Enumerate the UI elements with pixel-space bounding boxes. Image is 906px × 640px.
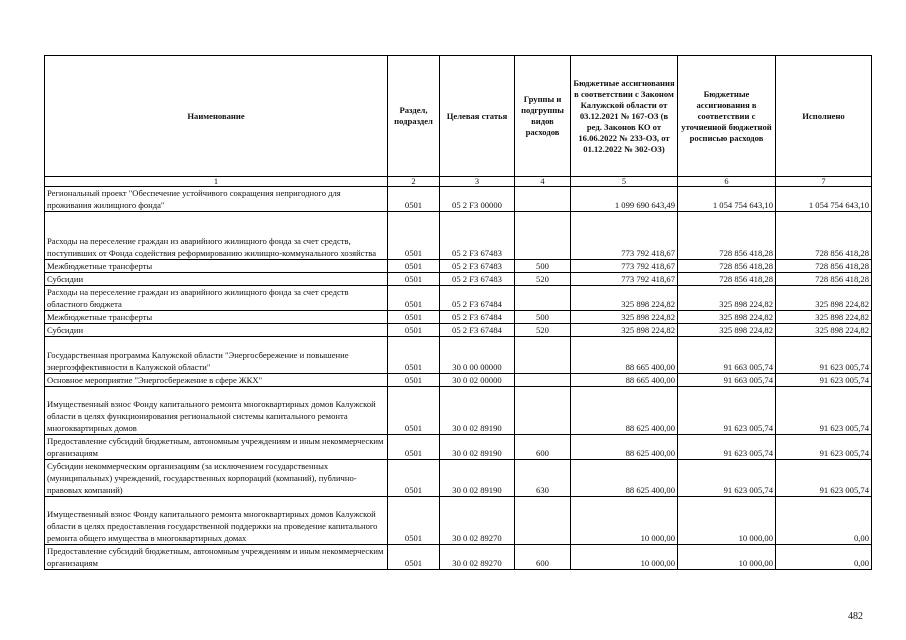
row-group: 520 — [515, 273, 571, 286]
row-article: 05 2 F3 67483 — [440, 273, 515, 286]
row-article: 30 0 02 89190 — [440, 460, 515, 497]
row-group — [515, 286, 571, 311]
row-article: 30 0 02 00000 — [440, 374, 515, 387]
row-section: 0501 — [388, 187, 440, 212]
row-name: Предоставление субсидий бюджетным, автономным учреждениям и иным некоммерческим организациям — [45, 545, 388, 570]
column-number: 1 — [45, 177, 388, 187]
row-article: 30 0 02 89270 — [440, 497, 515, 545]
column-number: 5 — [571, 177, 678, 187]
row-section: 0501 — [388, 497, 440, 545]
row-section: 0501 — [388, 337, 440, 374]
column-number: 6 — [678, 177, 776, 187]
row-article: 30 0 00 00000 — [440, 337, 515, 374]
row-name: Основное мероприятие "Энергосбережение в сфере ЖКХ" — [45, 374, 388, 387]
row-group — [515, 497, 571, 545]
row-executed: 325 898 224,82 — [776, 324, 872, 337]
row-roster-allocation: 91 663 005,74 — [678, 374, 776, 387]
row-name: Предоставление субсидий бюджетным, автономным учреждениям и иным некоммерческим организациям — [45, 435, 388, 460]
table-row — [45, 460, 872, 497]
row-section: 0501 — [388, 324, 440, 337]
row-group — [515, 212, 571, 260]
row-article: 30 0 02 89270 — [440, 545, 515, 570]
header-row — [45, 56, 872, 177]
row-roster-allocation: 325 898 224,82 — [678, 311, 776, 324]
header-law-allocation: Бюджетные ассигнования в соответствии с Законом Калужской области от 03.12.2021 № 167-ОЗ (в ред. Законов КО от 16.06.2022 № 233-ОЗ, от 01.12.2022 № 302-ОЗ) — [571, 56, 678, 177]
row-name: Расходы на переселение граждан из аварийного жилищного фонда за счет средств, поступивших от Фонда содействия реформированию жилищно-коммунального хозяйства — [45, 212, 388, 260]
row-executed: 0,00 — [776, 545, 872, 570]
row-group: 500 — [515, 260, 571, 273]
row-section: 0501 — [388, 387, 440, 435]
row-article: 05 2 F3 67483 — [440, 260, 515, 273]
row-executed: 91 623 005,74 — [776, 387, 872, 435]
header-group: Группы и подгруппы видов расходов — [515, 56, 571, 177]
table-row — [45, 260, 872, 273]
row-section: 0501 — [388, 545, 440, 570]
row-section: 0501 — [388, 374, 440, 387]
table-row — [45, 545, 872, 570]
row-article: 05 2 F3 67484 — [440, 286, 515, 311]
row-executed: 91 623 005,74 — [776, 460, 872, 497]
table-row — [45, 311, 872, 324]
row-law-allocation: 10 000,00 — [571, 545, 678, 570]
header-article: Целевая статья — [440, 56, 515, 177]
row-section: 0501 — [388, 273, 440, 286]
table-row — [45, 286, 872, 311]
table-row — [45, 187, 872, 212]
table-row — [45, 324, 872, 337]
row-group: 500 — [515, 311, 571, 324]
row-executed: 1 054 754 643,10 — [776, 187, 872, 212]
row-roster-allocation: 728 856 418,28 — [678, 212, 776, 260]
row-roster-allocation: 91 663 005,74 — [678, 337, 776, 374]
row-name: Расходы на переселение граждан из аварийного жилищного фонда за счет средств областного бюджета — [45, 286, 388, 311]
row-section: 0501 — [388, 260, 440, 273]
row-name: Межбюджетные трансферты — [45, 260, 388, 273]
table-row — [45, 273, 872, 286]
row-law-allocation: 325 898 224,82 — [571, 286, 678, 311]
header-executed: Исполнено — [776, 56, 872, 177]
row-group — [515, 374, 571, 387]
row-group — [515, 387, 571, 435]
column-number: 7 — [776, 177, 872, 187]
row-law-allocation: 88 625 400,00 — [571, 460, 678, 497]
row-article: 05 2 F3 67484 — [440, 311, 515, 324]
row-section: 0501 — [388, 311, 440, 324]
row-article: 30 0 02 89190 — [440, 387, 515, 435]
table-row — [45, 374, 872, 387]
row-group — [515, 337, 571, 374]
row-law-allocation: 10 000,00 — [571, 497, 678, 545]
row-name: Имущественный взнос Фонду капитального ремонта многоквартирных домов Калужской области в целях функционирования региональной системы капитального ремонта многоквартирных домов — [45, 387, 388, 435]
row-name: Субсидии — [45, 273, 388, 286]
header-section: Раздел, подраздел — [388, 56, 440, 177]
table-row — [45, 337, 872, 374]
row-executed: 325 898 224,82 — [776, 311, 872, 324]
column-number: 4 — [515, 177, 571, 187]
table-row — [45, 435, 872, 460]
budget-table — [44, 55, 872, 570]
row-executed: 0,00 — [776, 497, 872, 545]
row-name: Имущественный взнос Фонду капитального ремонта многоквартирных домов Калужской области в целях предоставления государственной поддержки на проведение капитального ремонта общего имущества в многоквартирных домах — [45, 497, 388, 545]
row-roster-allocation: 728 856 418,28 — [678, 260, 776, 273]
row-executed: 91 623 005,74 — [776, 435, 872, 460]
row-roster-allocation: 325 898 224,82 — [678, 286, 776, 311]
row-article: 05 2 F3 67483 — [440, 212, 515, 260]
column-number: 3 — [440, 177, 515, 187]
row-law-allocation: 773 792 418,67 — [571, 260, 678, 273]
row-executed: 91 623 005,74 — [776, 374, 872, 387]
row-law-allocation: 88 665 400,00 — [571, 337, 678, 374]
row-article: 05 2 F3 00000 — [440, 187, 515, 212]
row-roster-allocation: 10 000,00 — [678, 545, 776, 570]
row-executed: 728 856 418,28 — [776, 212, 872, 260]
row-law-allocation: 325 898 224,82 — [571, 311, 678, 324]
row-executed: 91 623 005,74 — [776, 337, 872, 374]
row-law-allocation: 88 625 400,00 — [571, 435, 678, 460]
row-executed: 728 856 418,28 — [776, 260, 872, 273]
table-body — [45, 187, 872, 570]
row-roster-allocation: 325 898 224,82 — [678, 324, 776, 337]
table-row — [45, 212, 872, 260]
row-executed: 728 856 418,28 — [776, 273, 872, 286]
row-section: 0501 — [388, 286, 440, 311]
header-roster-allocation: Бюджетные ассигнования в соответствии с уточненной бюджетной росписью расходов — [678, 56, 776, 177]
table-row — [45, 387, 872, 435]
row-roster-allocation: 1 054 754 643,10 — [678, 187, 776, 212]
row-law-allocation: 1 099 690 643,49 — [571, 187, 678, 212]
row-group: 600 — [515, 545, 571, 570]
row-name: Государственная программа Калужской области "Энергосбережение и повышение энергоэффективности в Калужской области" — [45, 337, 388, 374]
row-section: 0501 — [388, 435, 440, 460]
row-group — [515, 187, 571, 212]
row-article: 30 0 02 89190 — [440, 435, 515, 460]
row-roster-allocation: 91 623 005,74 — [678, 435, 776, 460]
row-roster-allocation: 91 623 005,74 — [678, 460, 776, 497]
row-article: 05 2 F3 67484 — [440, 324, 515, 337]
row-law-allocation: 325 898 224,82 — [571, 324, 678, 337]
header-name: Наименование — [45, 56, 388, 177]
row-name: Региональный проект "Обеспечение устойчивого сокращения непригодного для проживания жилищного фонда" — [45, 187, 388, 212]
row-executed: 325 898 224,82 — [776, 286, 872, 311]
row-law-allocation: 773 792 418,67 — [571, 212, 678, 260]
row-law-allocation: 88 665 400,00 — [571, 374, 678, 387]
row-law-allocation: 88 625 400,00 — [571, 387, 678, 435]
column-number: 2 — [388, 177, 440, 187]
page-number: 482 — [848, 611, 863, 622]
row-group: 600 — [515, 435, 571, 460]
row-name: Межбюджетные трансферты — [45, 311, 388, 324]
row-group: 520 — [515, 324, 571, 337]
row-name: Субсидии — [45, 324, 388, 337]
row-section: 0501 — [388, 212, 440, 260]
row-section: 0501 — [388, 460, 440, 497]
row-roster-allocation: 91 623 005,74 — [678, 387, 776, 435]
row-roster-allocation: 10 000,00 — [678, 497, 776, 545]
row-law-allocation: 773 792 418,67 — [571, 273, 678, 286]
column-number-row — [45, 177, 872, 187]
table-row — [45, 497, 872, 545]
row-roster-allocation: 728 856 418,28 — [678, 273, 776, 286]
row-group: 630 — [515, 460, 571, 497]
row-name: Субсидии некоммерческим организациям (за исключением государственных (муниципальных) учреждений, государственных корпораций (компаний), публично-правовых компаний) — [45, 460, 388, 497]
